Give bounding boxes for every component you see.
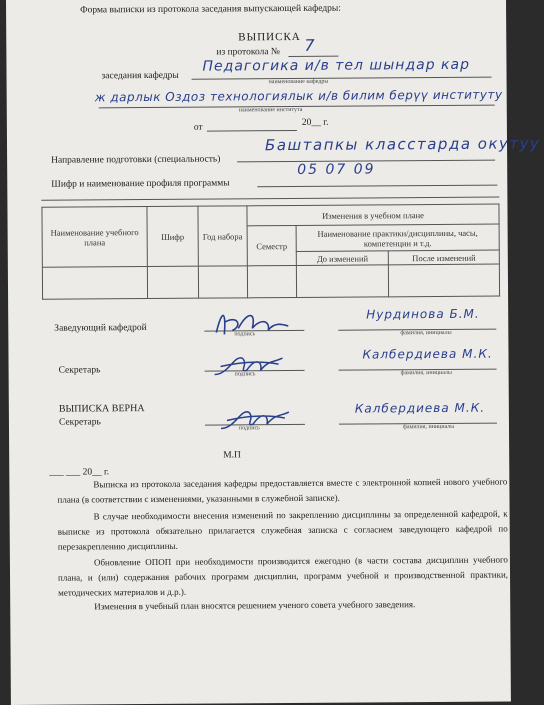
date-from-label: от [193, 122, 203, 133]
head-label: Заведующий кафедрой [54, 323, 147, 334]
footer-paragraph-2: В случае необходимости внесения изменений по закреплению дисциплины за определенной кафедрой, к выписке из протокола обязательно прилагается служебная записка с согласием заведующего кафедрой по перезакреплению дисциплины. [57, 508, 508, 552]
table-row [42, 264, 499, 299]
form-title: Форма выписки из протокола заседания выпускающей кафедры: [80, 3, 341, 16]
year-suffix: 20__ г. [301, 117, 329, 128]
secretary2-sign-caption: подпись [238, 425, 260, 432]
meeting-label: заседания кафедры [101, 70, 179, 82]
dept-handwritten-cont: ж дарлык Оздоз технологиялык и/в билим берүү институту [94, 87, 503, 105]
col-after: После изменений [389, 250, 500, 265]
secretary-name-caption: фамилия, инициалы [400, 369, 452, 377]
head-name-caption: фамилия, инициалы [400, 329, 452, 337]
col-name: Наименование учебного плана [42, 207, 147, 268]
protocol-number: 7 [304, 35, 316, 55]
col-semester: Семестр [247, 225, 296, 265]
head-sign-caption: подпись [234, 331, 256, 338]
secretary2-label: Секретарь [58, 417, 101, 428]
verified-label: ВЫПИСКА ВЕРНА [58, 403, 145, 415]
secretary2-name: Калбердиева М.К. [354, 400, 486, 416]
secretary-sign-caption: подпись [234, 371, 256, 378]
footer-paragraph-1: Выписка из протокола заседания кафедры предоставляется вместе с электронной копией нового учебного плана (в соответствии с изменениями, указанными в служебной записке). [57, 476, 508, 505]
document-sheet [6, 0, 541, 705]
stamp-label: М.П [223, 450, 241, 461]
dept-caption: наименование кафедры [268, 78, 329, 86]
direction-label: Направление подготовки (специальность) [51, 154, 221, 166]
col-code: Шифр [147, 206, 198, 266]
col-year: Год набора [198, 206, 247, 266]
secretary-name: Калбердиева М.К. [362, 346, 493, 362]
changes-table [41, 204, 500, 300]
code-label: Шифр и наименование профиля программы [51, 178, 230, 190]
institute-caption: наименование института [238, 106, 303, 114]
code-line [257, 185, 497, 188]
secretary-label: Секретарь [58, 365, 101, 376]
header-rule [41, 197, 499, 201]
document-title: ВЫПИСКА [238, 30, 301, 44]
col-before: До изменений [296, 251, 388, 266]
code-handwritten: 05 07 09 [297, 161, 376, 178]
direction-handwritten: Баштапкы класстарда окутуу [264, 134, 541, 155]
secretary2-name-caption: фамилия, инициалы [402, 423, 455, 431]
protocol-label: из протокола № [216, 47, 281, 58]
footer-date: ___ ___ 20__ г. [49, 467, 110, 478]
dept-handwritten: Педагогика и/в тел шындар кар [202, 56, 471, 75]
date-line [207, 130, 297, 132]
dept-line [192, 77, 492, 80]
footer-paragraph-4: Изменения в учебный план вносятся решением ученого совета учебного заведения. [94, 599, 416, 612]
group-header: Изменения в учебном плане [247, 204, 499, 226]
head-name: Нурдинова Б.М. [366, 306, 480, 322]
footer-paragraph-3: Обновление ОПОП при необходимости производится ежегодно (в части состава дисциплин учебного плана, и (или) содержания рабочих программ дисциплин, программ учебной и производственной практики, методических материалов и д.р.). [57, 554, 509, 598]
col-practice: Наименование практики/дисциплины, часы, компетенции и т.д. [296, 224, 499, 251]
